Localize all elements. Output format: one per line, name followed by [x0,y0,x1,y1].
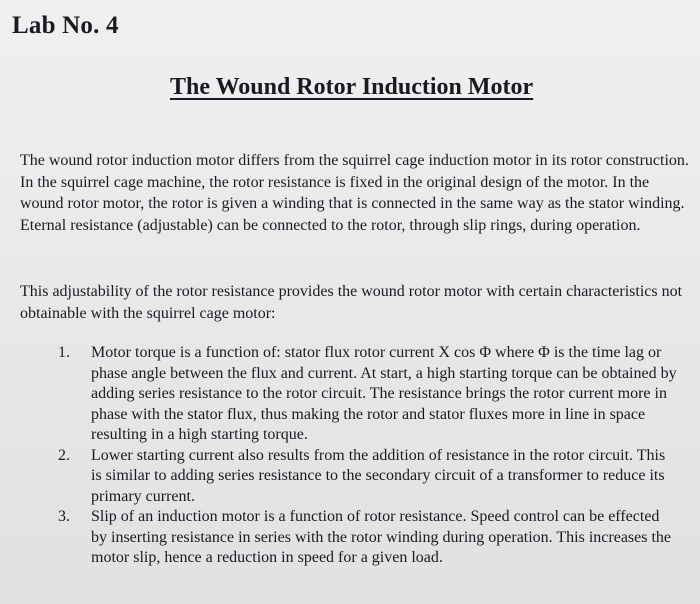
intro-paragraph: The wound rotor induction motor differs from the squirrel cage induction motor in its rotor construction. In the squirrel cage machine, the rotor resistance is fixed in the original design of the motor. In the wound rotor motor, the rotor is given a winding that is connected in the same way as the stator winding. Eternal resistance (adjustable) can be connected to the rotor, through slip rings, during operation. [20,152,689,234]
document-title: The Wound Rotor Induction Motor [170,74,534,100]
list-item-number: 1. [58,344,70,361]
list-item-text: Lower starting current also results from the addition of resistance in the rotor circuit. This is similar to adding series resistance to the secondary circuit of a transformer to reduce its primary current. [91,446,666,505]
list-item [58,507,678,569]
list-item-text: Slip of an induction motor is a function of rotor resistance. Speed control can be effected by inserting resistance in series with the rotor winding during operation. This increases the motor slip, hence a reduction in speed for a given load. [91,508,672,566]
characteristics-list [58,343,678,569]
list-item-number: 3. [58,508,70,525]
adjustability-paragraph: This adjustability of the rotor resistance provides the wound rotor motor with certain characteristics not obtainable with the squirrel cage motor: [20,283,683,322]
lab-number-heading: Lab No. 4 [12,12,119,39]
list-item-number: 2. [58,446,70,464]
list-item [58,446,678,508]
list-item-text: Motor torque is a function of: stator flux rotor current X cos Φ where Φ is the time lag or phase angle between the flux and current. At start, a high starting torque can be obtained by adding series resistance to the rotor circuit. The resistance brings the rotor current more in phase with the stator flux, thus making the rotor and stator fluxes more in line in space resulting in a high starting torque. [91,344,677,443]
list-item [58,343,678,446]
